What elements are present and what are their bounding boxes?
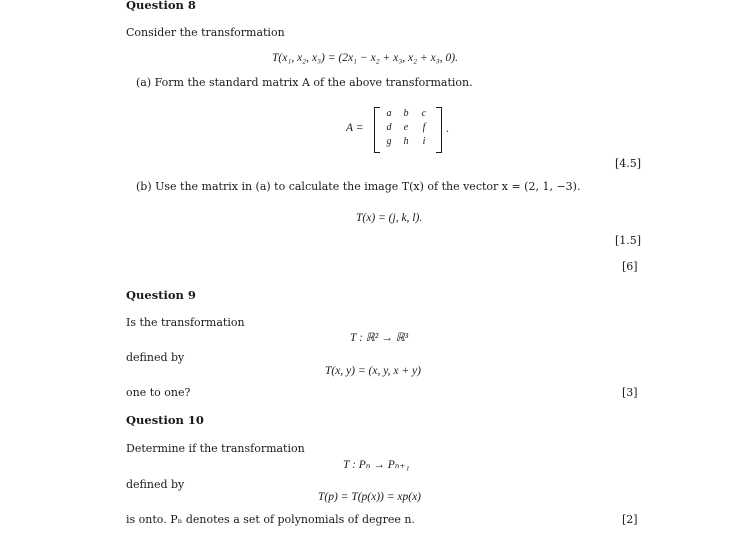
question-10-definition: T(p) = T(p(x)) = xp(x): [318, 491, 422, 503]
matrix-left-bracket: [374, 107, 380, 153]
question-9-definition: T(x, y) = (x, y, x + y): [325, 365, 421, 377]
matrix-entry: e: [403, 122, 409, 133]
matrix-period: .: [446, 123, 449, 135]
question-8-image-equation: T(x) = (j, k, l).: [356, 212, 423, 224]
question-9-marks: [3]: [622, 386, 638, 399]
standard-matrix-a: [346, 107, 461, 153]
question-8-part-a: (a) Form the standard matrix A of the above transformation.: [136, 76, 473, 89]
question-9-heading: Question 9: [126, 288, 196, 302]
question-9-mapping: T : ℝ² → ℝ³: [350, 332, 409, 344]
question-8-transformation-equation: T(x₁, x₂, x₃) = (2x₁ − x₂ + x₃, x₂ + x₃, 0).: [272, 52, 458, 64]
question-10-closing: is onto. Pₙ denotes a set of polynomials of degree n.: [126, 513, 415, 526]
question-9-intro: Is the transformation: [126, 316, 245, 329]
question-8-total-marks: [6]: [622, 260, 638, 273]
matrix-entry: i: [422, 136, 426, 147]
question-8-heading: Question 8: [126, 0, 196, 12]
question-9-defined-by: defined by: [126, 351, 185, 364]
question-10-intro: Determine if the transformation: [126, 442, 305, 455]
matrix-entry: d: [386, 122, 392, 133]
matrix-right-bracket: [436, 107, 442, 153]
matrix-entry: f: [422, 122, 426, 133]
matrix-entry: c: [421, 108, 427, 119]
question-8-intro: Consider the transformation: [126, 26, 285, 39]
question-8-part-b-marks: [1.5]: [615, 234, 642, 247]
matrix-entry: b: [403, 108, 409, 119]
question-10-marks: [2]: [622, 513, 638, 526]
matrix-entry: a: [386, 108, 392, 119]
question-9-question: one to one?: [126, 386, 191, 399]
question-8-part-b: (b) Use the matrix in (a) to calculate the image T(x) of the vector x = (2, 1, −3).: [136, 180, 581, 193]
question-8-part-a-marks: [4.5]: [615, 157, 642, 170]
matrix-label: A =: [346, 122, 364, 134]
question-10-heading: Question 10: [126, 413, 204, 427]
matrix-entry: g: [386, 136, 392, 147]
question-10-mapping: T : Pₙ → Pₙ₊₁: [343, 459, 410, 471]
matrix-entry: h: [403, 136, 409, 147]
question-10-defined-by: defined by: [126, 478, 185, 491]
